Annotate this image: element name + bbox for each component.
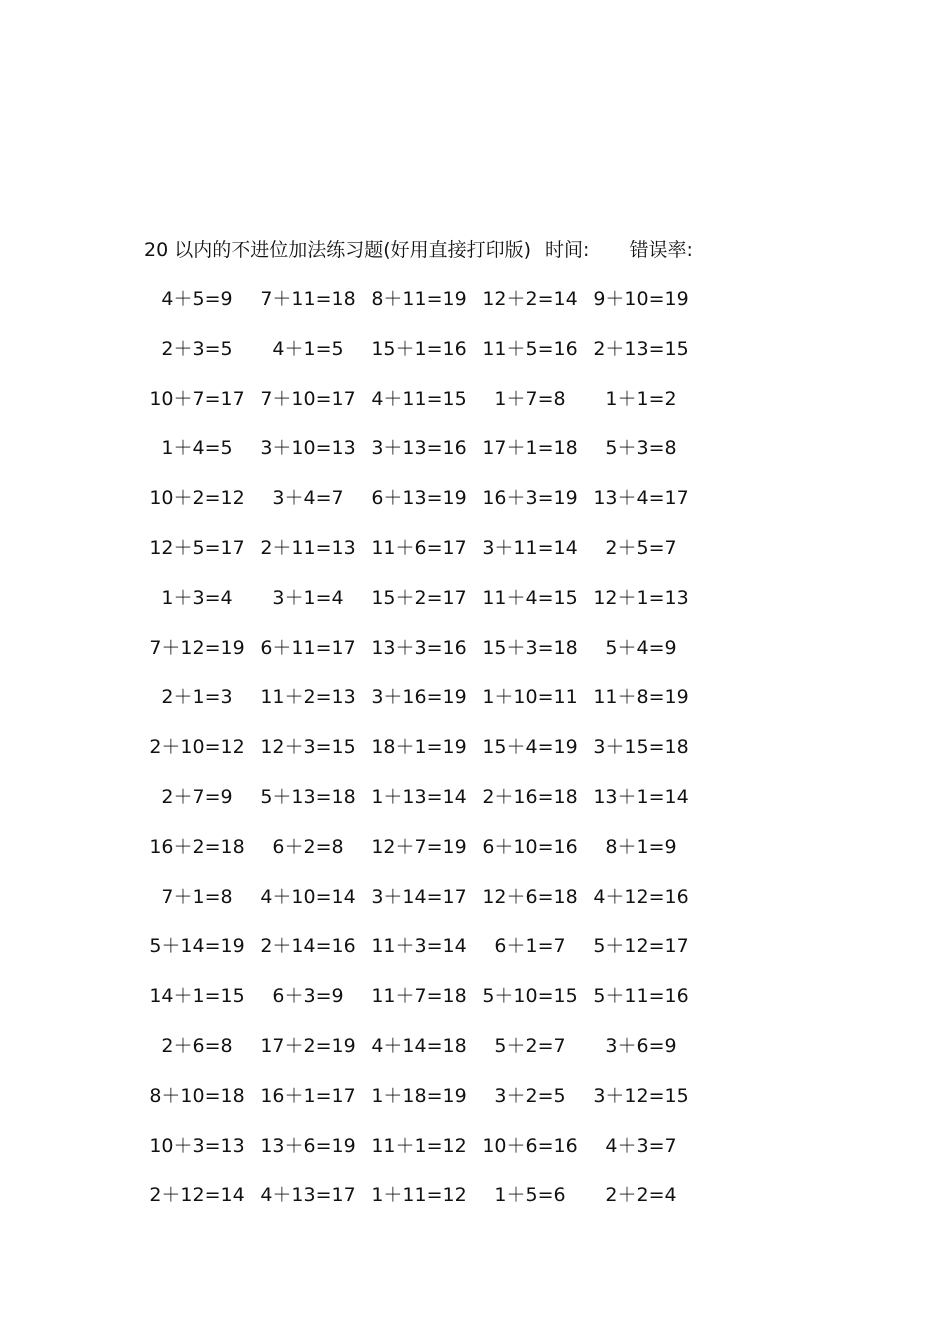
worksheet-header bbox=[144, 236, 693, 264]
problem-row bbox=[144, 1180, 704, 1230]
problem-item: 3＋10=13 bbox=[260, 437, 356, 460]
problem-item: 11＋8=19 bbox=[593, 686, 689, 709]
problem-item: 12＋1=13 bbox=[593, 586, 689, 609]
problem-item: 1＋10=11 bbox=[482, 686, 578, 709]
problem-item: 1＋18=19 bbox=[371, 1084, 467, 1107]
problem-row bbox=[144, 633, 704, 683]
problem-item: 3＋1=4 bbox=[272, 586, 344, 609]
problem-item: 5＋10=15 bbox=[482, 985, 578, 1008]
problem-item: 6＋11=17 bbox=[260, 636, 356, 659]
problem-item: 17＋2=19 bbox=[260, 1034, 356, 1057]
problem-item: 3＋16=19 bbox=[371, 686, 467, 709]
error-rate-label: 错误率: bbox=[629, 239, 693, 261]
problem-row bbox=[144, 334, 704, 384]
problem-item: 8＋11=19 bbox=[371, 288, 467, 310]
problem-item: 5＋13=18 bbox=[260, 785, 356, 808]
problem-item: 16＋2=18 bbox=[149, 835, 245, 858]
problem-item: 8＋1=9 bbox=[605, 835, 677, 858]
problem-item: 11＋1=12 bbox=[371, 1134, 467, 1157]
problem-row bbox=[144, 483, 704, 533]
problem-item: 2＋1=3 bbox=[161, 686, 233, 709]
problem-item: 4＋10=14 bbox=[260, 885, 356, 908]
problem-item: 6＋10=16 bbox=[482, 835, 578, 858]
problem-row bbox=[144, 882, 704, 932]
problem-item: 15＋2=17 bbox=[371, 586, 467, 609]
problem-item: 4＋13=17 bbox=[260, 1184, 356, 1207]
problem-item: 2＋2=4 bbox=[605, 1184, 677, 1207]
problem-item: 6＋13=19 bbox=[371, 487, 467, 510]
problem-row bbox=[144, 1131, 704, 1181]
problem-item: 4＋5=9 bbox=[161, 288, 233, 310]
problem-item: 12＋2=14 bbox=[482, 288, 578, 310]
problem-item: 1＋5=6 bbox=[494, 1184, 566, 1207]
problem-item: 13＋3=16 bbox=[371, 636, 467, 659]
problem-item: 15＋1=16 bbox=[371, 337, 467, 360]
problem-item: 2＋5=7 bbox=[605, 536, 677, 559]
problem-item: 5＋12=17 bbox=[593, 935, 689, 958]
problem-row bbox=[144, 384, 704, 434]
problem-item: 3＋11=14 bbox=[482, 536, 578, 559]
problem-item: 3＋12=15 bbox=[593, 1084, 689, 1107]
problem-item: 2＋14=16 bbox=[260, 935, 356, 958]
problem-item: 10＋7=17 bbox=[149, 387, 245, 410]
problem-row bbox=[144, 782, 704, 832]
problem-item: 16＋3=19 bbox=[482, 487, 578, 510]
problem-row bbox=[144, 832, 704, 882]
problem-item: 17＋1=18 bbox=[482, 437, 578, 460]
problem-item: 4＋14=18 bbox=[371, 1034, 467, 1057]
problem-item: 3＋4=7 bbox=[272, 487, 344, 510]
problem-item: 3＋2=5 bbox=[494, 1084, 566, 1107]
problem-item: 8＋10=18 bbox=[149, 1084, 245, 1107]
problem-item: 3＋6=9 bbox=[605, 1034, 677, 1057]
problem-item: 2＋12=14 bbox=[149, 1184, 245, 1207]
problem-row bbox=[144, 732, 704, 782]
problem-item: 10＋3=13 bbox=[149, 1134, 245, 1157]
problem-item: 1＋4=5 bbox=[161, 437, 233, 460]
problem-item: 4＋12=16 bbox=[593, 885, 689, 908]
problem-item: 2＋13=15 bbox=[593, 337, 689, 360]
problem-item: 7＋11=18 bbox=[260, 288, 356, 310]
problem-item: 9＋10=19 bbox=[593, 288, 689, 310]
problem-item: 11＋3=14 bbox=[371, 935, 467, 958]
problem-item: 1＋13=14 bbox=[371, 785, 467, 808]
problem-item: 18＋1=19 bbox=[371, 736, 467, 759]
problem-item: 13＋4=17 bbox=[593, 487, 689, 510]
problem-item: 2＋11=13 bbox=[260, 536, 356, 559]
problem-item: 1＋7=8 bbox=[494, 387, 566, 410]
problem-item: 12＋7=19 bbox=[371, 835, 467, 858]
problem-item: 10＋2=12 bbox=[149, 487, 245, 510]
problem-row bbox=[144, 682, 704, 732]
problem-row bbox=[144, 583, 704, 633]
problem-row bbox=[144, 931, 704, 981]
problem-row bbox=[144, 1081, 704, 1131]
problem-item: 16＋1=17 bbox=[260, 1084, 356, 1107]
problem-item: 11＋5=16 bbox=[482, 337, 578, 360]
problem-item: 13＋6=19 bbox=[260, 1134, 356, 1157]
problem-item: 6＋3=9 bbox=[272, 985, 344, 1008]
problem-item: 1＋1=2 bbox=[605, 387, 677, 410]
problem-item: 13＋1=14 bbox=[593, 785, 689, 808]
problem-item: 14＋1=15 bbox=[149, 985, 245, 1008]
problem-item: 2＋7=9 bbox=[161, 785, 233, 808]
problem-row bbox=[144, 284, 704, 334]
problem-item: 5＋14=19 bbox=[149, 935, 245, 958]
problem-item: 12＋5=17 bbox=[149, 536, 245, 559]
problem-item: 11＋7=18 bbox=[371, 985, 467, 1008]
problem-row bbox=[144, 1031, 704, 1081]
problem-item: 6＋2=8 bbox=[272, 835, 344, 858]
problem-item: 2＋10=12 bbox=[149, 736, 245, 759]
problem-item: 2＋16=18 bbox=[482, 785, 578, 808]
problem-grid bbox=[144, 284, 704, 1230]
problem-row bbox=[144, 533, 704, 583]
problem-item: 3＋15=18 bbox=[593, 736, 689, 759]
problem-item: 11＋6=17 bbox=[371, 536, 467, 559]
problem-item: 11＋2=13 bbox=[260, 686, 356, 709]
problem-item: 2＋6=8 bbox=[161, 1034, 233, 1057]
problem-item: 4＋3=7 bbox=[605, 1134, 677, 1157]
problem-item: 2＋3=5 bbox=[161, 337, 233, 360]
problem-item: 6＋1=7 bbox=[494, 935, 566, 958]
problem-item: 3＋14=17 bbox=[371, 885, 467, 908]
problem-item: 4＋11=15 bbox=[371, 387, 467, 410]
problem-item: 5＋11=16 bbox=[593, 985, 689, 1008]
problem-row bbox=[144, 981, 704, 1031]
problem-item: 5＋4=9 bbox=[605, 636, 677, 659]
problem-item: 7＋1=8 bbox=[161, 885, 233, 908]
problem-item: 7＋12=19 bbox=[149, 636, 245, 659]
problem-item: 5＋2=7 bbox=[494, 1034, 566, 1057]
problem-item: 1＋11=12 bbox=[371, 1184, 467, 1207]
problem-item: 12＋3=15 bbox=[260, 736, 356, 759]
problem-item: 15＋3=18 bbox=[482, 636, 578, 659]
time-label: 时间: bbox=[545, 239, 590, 261]
problem-item: 4＋1=5 bbox=[272, 337, 344, 360]
problem-row bbox=[144, 433, 704, 483]
problem-item: 12＋6=18 bbox=[482, 885, 578, 908]
problem-item: 3＋13=16 bbox=[371, 437, 467, 460]
problem-item: 7＋10=17 bbox=[260, 387, 356, 410]
worksheet-title: 20 以内的不进位加法练习题(好用直接打印版) bbox=[144, 239, 532, 261]
problem-item: 10＋6=16 bbox=[482, 1134, 578, 1157]
problem-item: 1＋3=4 bbox=[161, 586, 233, 609]
problem-item: 15＋4=19 bbox=[482, 736, 578, 759]
problem-item: 5＋3=8 bbox=[605, 437, 677, 460]
problem-item: 11＋4=15 bbox=[482, 586, 578, 609]
